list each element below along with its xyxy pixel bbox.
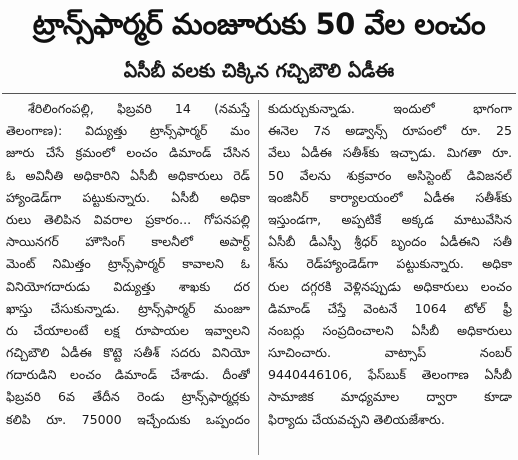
body-line: రు చేయాలంటే లక్ష రూపాయల ఇవ్వాలని xyxy=(6,322,250,338)
body-line: వేలు ఏడీఈ సతీశ్‌కు ఇచ్చాడు. మిగతా రూ. xyxy=(268,145,512,161)
body-line: ఓ అవినీతి అధికారిని ఏసీబీ అధికారులు రెడ్ xyxy=(6,167,250,183)
body-line: సాయినగర్ హౌసింగ్ కాలనీలో అపార్ట్ xyxy=(6,234,250,250)
body-line: రుల దగ్గరకి వెళ్లినప్పుడు అధికారులు లంచం xyxy=(268,278,512,294)
body-line: 50 వేలను శుక్రవారం అసిస్టెంట్ డివిజనల్ xyxy=(268,167,512,183)
body-line: రులు తెలిపిన వివరాల ప్రకారం... గోపనపల్లి xyxy=(6,211,250,227)
body-line: మెంట్ నిమిత్తం ట్రాన్స్‌ఫార్మర్ కావాలని ఓ xyxy=(6,256,250,272)
body-line: తెలంగాణ): విద్యుత్తు ట్రాన్స్‌ఫార్మర్ మం xyxy=(6,123,250,139)
body-line: శేరిలింగంపల్లి, ఫిబ్రవరి 14 (నమస్తే xyxy=(28,101,250,116)
subheadline: ఏసీబీ వలకు చిక్కిన గచ్చిబౌలి ఏడీఈ xyxy=(123,60,395,82)
body-line: గదారుడిని లంచం డిమాండ్ చేశాడు. దీంతో xyxy=(6,367,250,383)
body-line: నంబర్లు సంప్రదించాలని ఏసీబీ అధికారులు xyxy=(268,322,512,338)
body-line: ఫిర్యాదు చేయవచ్చని తెలియజేశారు. xyxy=(268,411,445,427)
body-line: శ్‌ను రెడ్‌హ్యాండెడ్‌గా పట్టుకున్నారు. అధికా xyxy=(268,256,512,272)
body-line: వినియోగదారుడు విద్యుత్తు శాఖకు దర xyxy=(6,278,250,294)
headline: ట్రాన్స్‌ఫార్మర్ మంజూరుకు 50 వేల లంచం xyxy=(32,7,486,41)
body-line: గచ్చిబౌలి ఏడీఈ కొట్టె సతీశ్ సదరు వినియో xyxy=(6,345,250,361)
body-line: సామాజిక మాధ్యమాల ద్వారా కూడా xyxy=(268,389,512,405)
body-line: సూచించారు. వాట్సాప్ నంబర్ xyxy=(268,345,512,361)
body-line: ఇస్తుండగా, అప్పటికే అక్కడ మాటువేసిన xyxy=(268,211,512,227)
body-line: ఫిబ్రవరి 6వ తేదీన రెండు ట్రాన్స్‌ఫార్మర్లకు xyxy=(6,389,250,405)
body-line: జూరు చేసే క్రమంలో లంచం డిమాండ్ చేసిన xyxy=(6,145,250,161)
body-line: కుదుర్చుకున్నాడు. ఇందులో భాగంగా xyxy=(268,101,512,116)
column-divider xyxy=(258,100,259,455)
body-line: ఇంజినీర్ కార్యాలయంలో ఏడీఈ సతీశ్‌కు xyxy=(268,189,512,205)
body-line: ఈనెల 7న అడ్వాన్స్ రూపంలో రూ. 25 xyxy=(268,123,512,139)
body-line: కలిపి రూ. 75000 ఇచ్చేందుకు ఒప్పందం xyxy=(6,411,250,427)
body-line: 9440446106, ఫేస్‌బుక్ తెలంగాణ ఏసీబీ xyxy=(268,367,512,383)
body-line: డిమాండ్ చేస్తే వెంటనే 1064 టోల్ ఫ్రీ xyxy=(268,300,512,316)
article-column-left xyxy=(6,98,250,431)
body-line: ఏసీబీ డీఎస్పీ శ్రీధర్ బృందం ఏడీఈని సతీ xyxy=(268,234,512,250)
body-line: హ్యాండెడ్‌గా పట్టుకున్నారు. ఏసీబీ అధికా xyxy=(6,189,250,205)
article-column-right xyxy=(268,98,512,431)
body-line: ఖాస్తు చేసుకున్నాడు. ట్రాన్స్‌ఫార్మర్ మంజూ xyxy=(6,300,250,316)
headline-rule xyxy=(2,93,516,94)
